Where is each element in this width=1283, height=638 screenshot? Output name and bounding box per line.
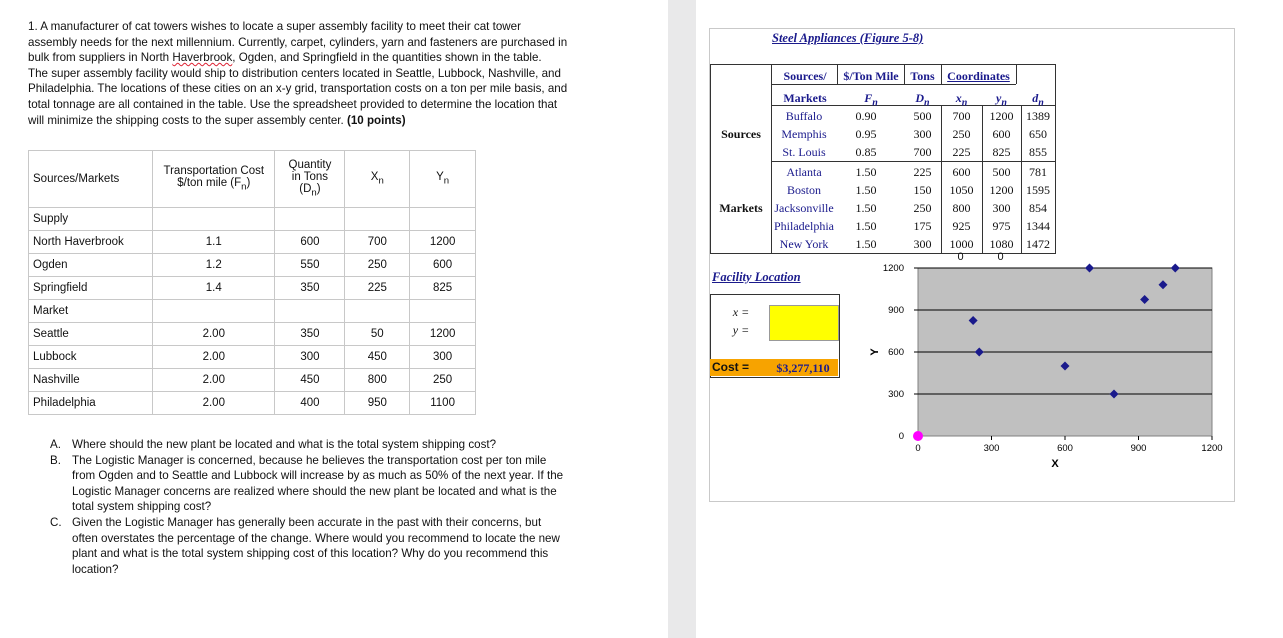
table-row: Springfield 1.4 350 225 825 <box>29 277 476 300</box>
y-tick-label: 300 <box>888 389 904 400</box>
header-sources: Sources/ <box>783 69 827 83</box>
row-cost: 0.95 <box>855 127 877 141</box>
markets-group-label: Markets <box>719 201 763 215</box>
row-x: 1050 <box>949 183 974 197</box>
problem-line: bulk from suppliers in North Haverbrook, Ogden, and Springfield in the quantities shown in the table. <box>28 51 542 65</box>
table-row <box>29 300 476 323</box>
facility-location-label: Facility Location <box>712 270 801 284</box>
row-y: 825 <box>992 145 1011 159</box>
facility-y-value: 0 <box>997 252 1004 260</box>
sources-group-label: Sources <box>721 127 761 141</box>
problem-line: 1. A manufacturer of cat towers wishes to locate a super assembly facility to meet their cat tower <box>28 20 521 33</box>
row-tons: 150 <box>913 183 932 197</box>
x-tick-label: 900 <box>1130 443 1147 454</box>
table-header-row <box>29 151 476 208</box>
problem-statement <box>28 19 610 128</box>
row-name: St. Louis <box>782 145 826 159</box>
table-row <box>29 208 476 231</box>
row-x: 800 <box>952 201 971 215</box>
table-row: Philadelphia 2.00 400 950 1100 <box>29 392 476 415</box>
x-tick-label: 600 <box>1057 443 1073 454</box>
row-cost: 1.50 <box>855 219 877 233</box>
row-name: Philadelphia <box>774 219 834 233</box>
points-label: (10 points) <box>346 113 406 127</box>
x-equals-label: x = <box>732 305 750 319</box>
row-x: 600 <box>952 165 971 179</box>
row-y: 1200 <box>989 109 1014 123</box>
header-xn: $x_n$ <box>955 91 968 109</box>
row-y: 500 <box>992 165 1011 179</box>
row-tons: 300 <box>913 127 932 141</box>
table-row: Seattle 2.00 350 50 1200 <box>29 323 476 346</box>
spreadsheet-table <box>710 64 1056 254</box>
problem-line: total tonnage are all contained in the table. Use the spreadsheet provided to determine the location that <box>28 97 558 111</box>
header-tons: Tons <box>910 69 935 83</box>
y-tick-label: 0 <box>898 431 904 442</box>
row-cost: 1.50 <box>855 183 877 197</box>
column-divider <box>1016 65 1017 84</box>
row-y: 300 <box>992 201 1011 215</box>
row-distance: 855 <box>1029 145 1047 159</box>
row-cost: 0.85 <box>855 145 877 159</box>
header-coordinates: Coordinates <box>947 69 1010 83</box>
row-distance: 781 <box>1029 165 1047 179</box>
row-distance: 854 <box>1029 201 1047 215</box>
facility-x-value: 0 <box>957 252 964 260</box>
data-table <box>28 150 476 415</box>
problem-line: The super assembly facility would ship to distribution centers located in Seattle, Lubbock, Nashville, and <box>28 66 561 80</box>
header-fn: $F_n$ <box>864 91 878 109</box>
row-distance: 1344 <box>1026 219 1050 233</box>
facility-point <box>913 431 923 441</box>
header-x: $X_n$ <box>345 151 410 208</box>
table-row: Nashville 2.00 450 800 250 <box>29 369 476 392</box>
header-quantity: Quantity in Tons $(D_n)$ <box>275 151 345 208</box>
page-gutter <box>668 0 696 638</box>
row-name: Buffalo <box>785 109 823 123</box>
question-b: B. The Logistic Manager is concerned, because he believes the transportation cost per ton mile from Ogden and to Seattle and Lubbock will increase by as much as 50% of the next year. If the Logistic Manager concerns are realized where should the new plant be located and what is the total system shipping cost? <box>50 453 564 514</box>
question-list <box>50 437 610 577</box>
header-dn-dist: $d_n$ <box>1032 91 1044 109</box>
question-c: C. Given the Logistic Manager has generally been accurate in the past with their concerns, but often overstates the percentage of the change. Where would you recommend to locate the new plant and what is the total system shipping cost of this location? Why do you recommend this location? <box>50 515 560 576</box>
row-cost: 1.50 <box>855 237 877 251</box>
header-dn: $D_n$ <box>915 91 930 109</box>
cost-value: $3,277,110 <box>776 361 830 375</box>
x-axis-label: X <box>1051 458 1059 470</box>
row-y: 600 <box>992 127 1011 141</box>
row-y: 975 <box>992 219 1011 233</box>
row-distance: 1389 <box>1026 109 1050 123</box>
cost-label: Cost = <box>712 360 750 374</box>
row-name: Jacksonville <box>774 201 834 215</box>
problem-line: Philadelphia. The locations of these cities on an x-y grid, transportation costs on a ton per mile basis, and <box>28 82 568 96</box>
table-row: Ogden 1.2 550 250 600 <box>29 254 476 277</box>
x-tick-label: 300 <box>983 443 1000 454</box>
row-x: 250 <box>952 127 971 141</box>
row-cost: 1.50 <box>855 201 877 215</box>
row-y: 1080 <box>989 237 1014 251</box>
row-tons: 250 <box>913 201 932 215</box>
row-x: 700 <box>952 109 971 123</box>
row-distance: 1472 <box>1026 237 1050 251</box>
spellcheck-word[interactable]: Haverbrook <box>172 51 233 65</box>
row-distance: 1595 <box>1026 183 1050 197</box>
row-x: 1000 <box>949 237 974 251</box>
header-yn: $y_n$ <box>996 91 1007 109</box>
row-tons: 300 <box>913 237 932 251</box>
row-tons: 225 <box>913 165 932 179</box>
header-cost: Transportation Cost $/ton mile $(F_n)$ <box>153 151 275 208</box>
row-distance: 650 <box>1029 127 1047 141</box>
section-label: Supply <box>29 208 153 231</box>
x-tick-label: 0 <box>915 443 921 454</box>
y-equals-label: y = <box>732 323 750 337</box>
question-a: A. Where should the new plant be located and what is the total system shipping cost? <box>50 438 497 451</box>
y-tick-label: 600 <box>888 347 904 358</box>
problem-line: will minimize the shipping costs to the super assembly center. (10 points) <box>28 113 406 127</box>
section-divider <box>771 161 1055 162</box>
row-tons: 700 <box>913 145 932 159</box>
y-axis-label: Y <box>869 348 881 356</box>
table-row: Lubbock 2.00 300 450 300 <box>29 346 476 369</box>
row-y: 1200 <box>989 183 1014 197</box>
row-x: 925 <box>952 219 971 233</box>
y-tick-label: 1200 <box>882 263 904 274</box>
y-tick-label: 900 <box>888 305 904 316</box>
problem-line: assembly needs for the next millennium. Currently, carpet, cylinders, yarn and fasteners are purchased in <box>28 35 568 49</box>
row-name: Atlanta <box>786 165 822 179</box>
header-y: $Y_n$ <box>410 151 476 208</box>
header-markets: Markets <box>783 91 827 105</box>
table-row: North Haverbrook 1.1 600 700 1200 <box>29 231 476 254</box>
row-cost: 1.50 <box>855 165 877 179</box>
header-sources: Sources/Markets <box>29 151 153 208</box>
row-tons: 175 <box>913 219 932 233</box>
row-name: Boston <box>786 183 821 197</box>
spreadsheet-title: Steel Appliances (Figure 5-8) <box>772 31 924 45</box>
section-label: Market <box>29 300 153 323</box>
row-name: Memphis <box>781 127 827 141</box>
row-cost: 0.90 <box>855 109 877 123</box>
x-tick-label: 1200 <box>1201 443 1223 454</box>
header-cost: $/Ton Mile <box>843 69 899 83</box>
scatter-chart <box>860 262 1225 482</box>
row-tons: 500 <box>913 109 932 123</box>
row-x: 225 <box>952 145 971 159</box>
row-name: New York <box>779 237 829 251</box>
facility-xy-input[interactable] <box>769 305 839 341</box>
